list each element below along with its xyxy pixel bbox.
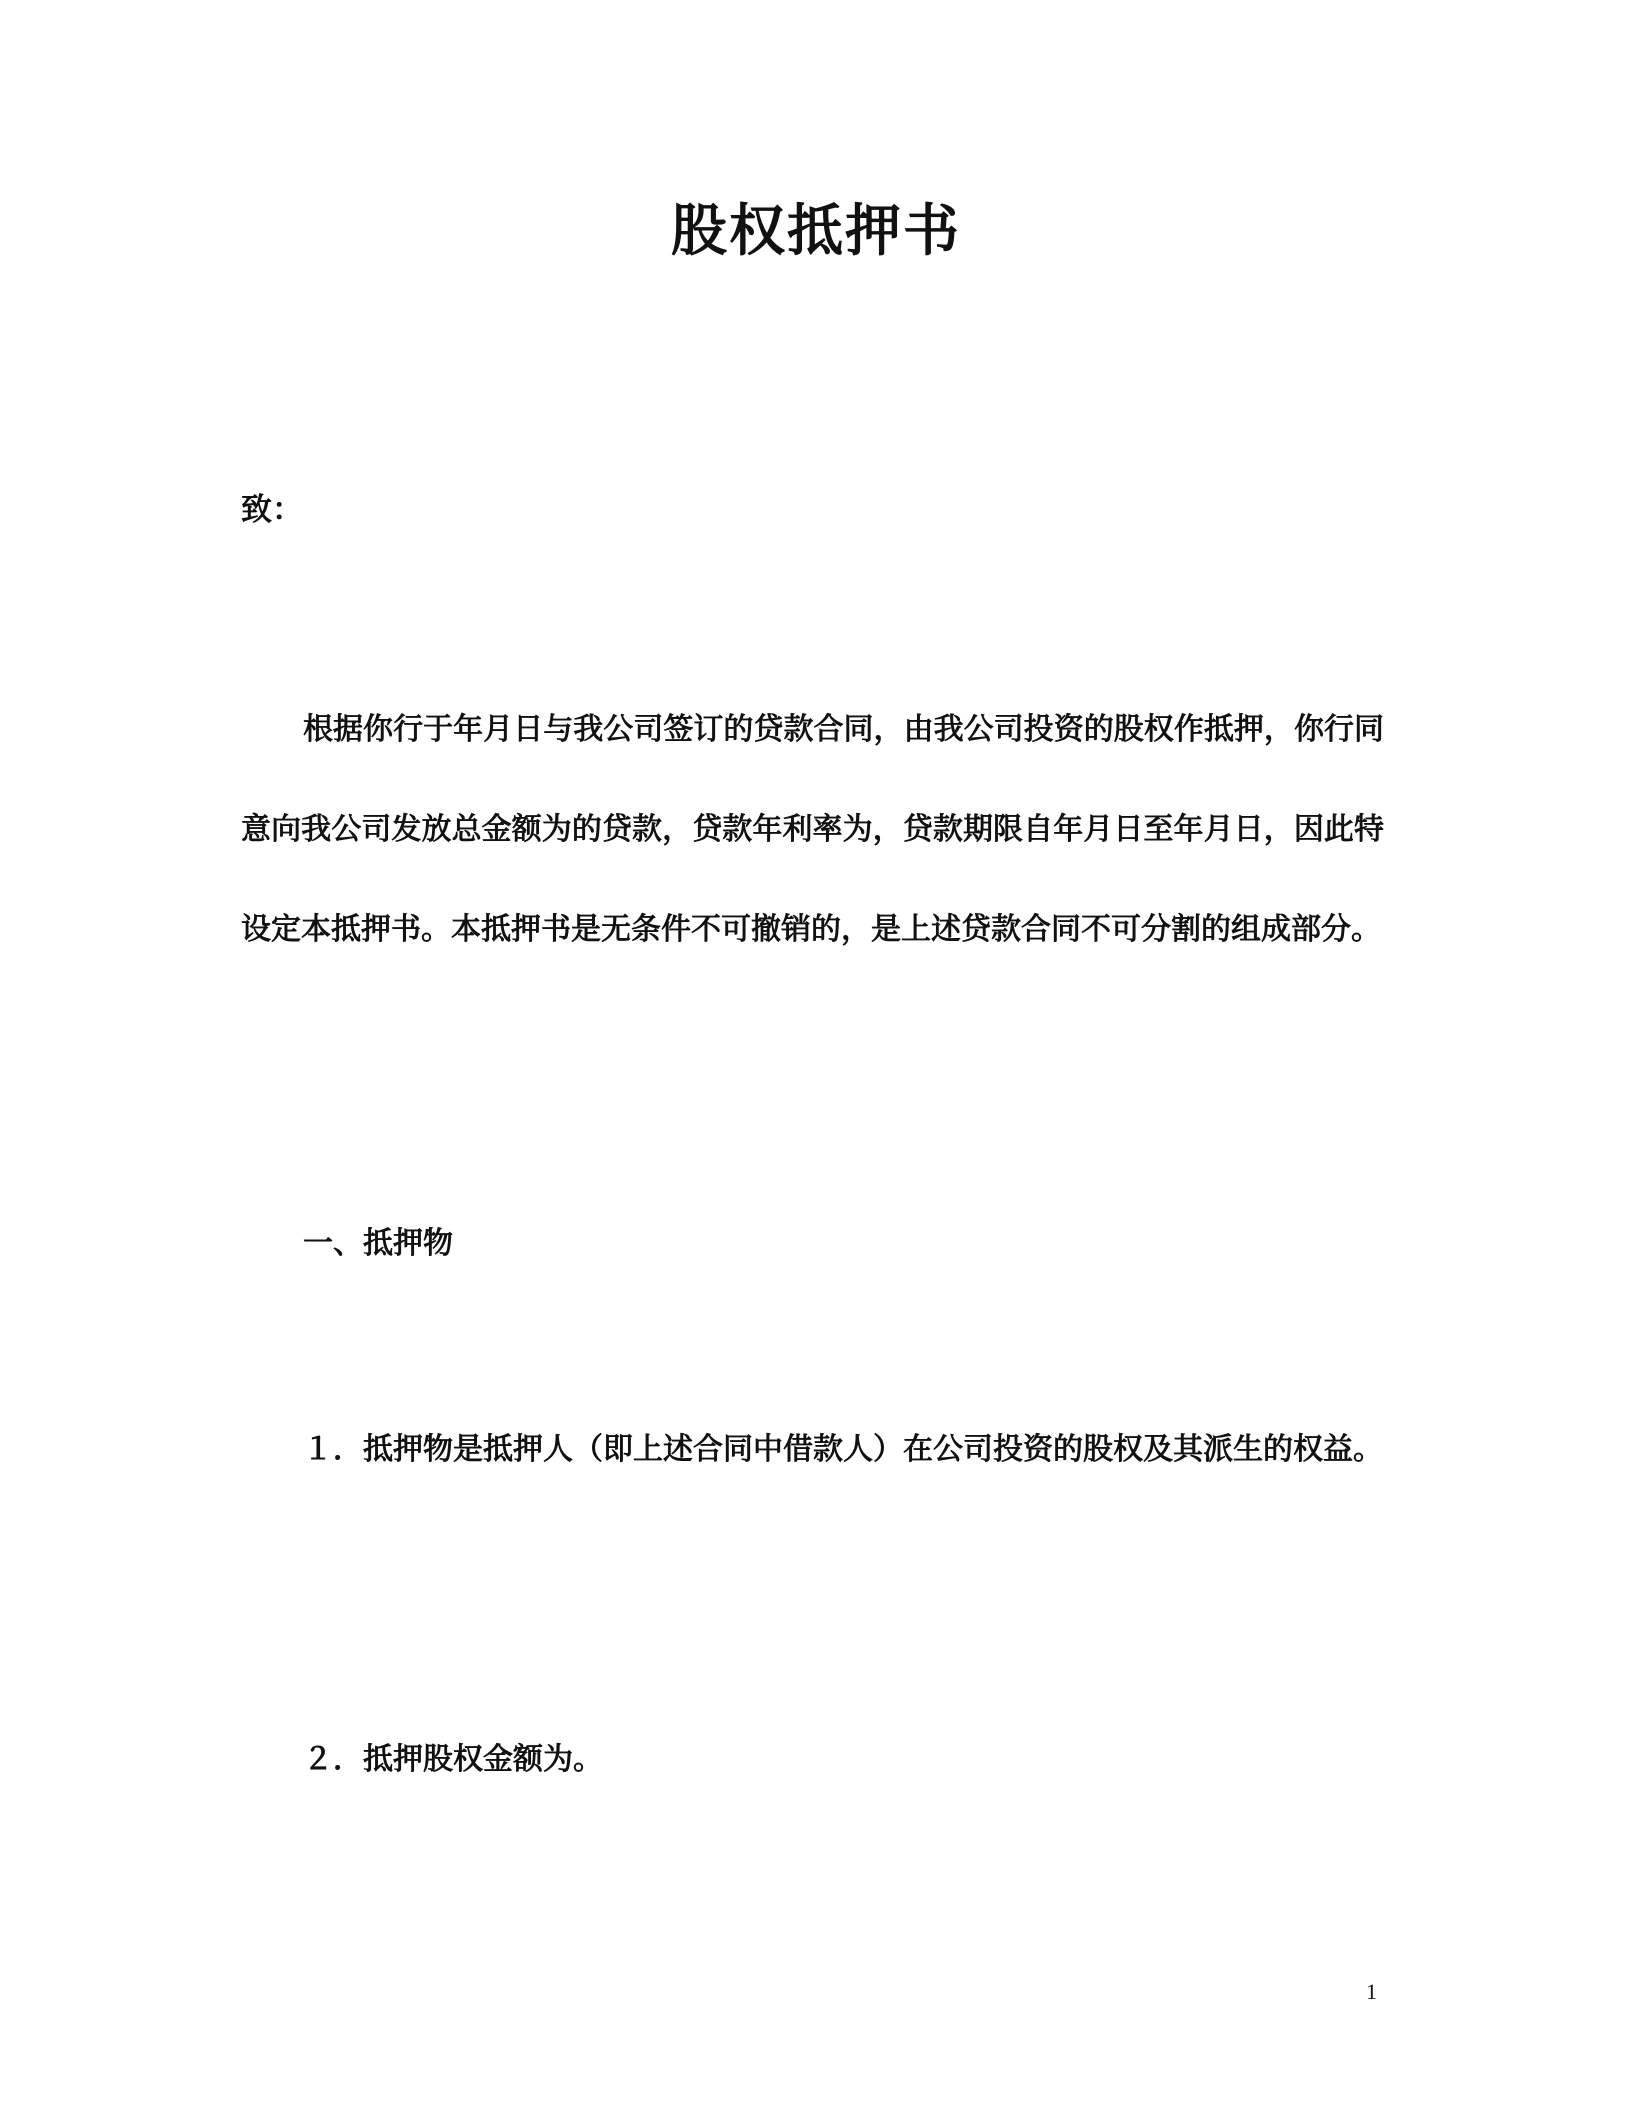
intro-paragraph: 根据你行于年月日与我公司签订的贷款合同，由我公司投资的股权作抵押，你行同意向我公司发放总金额为的贷款，贷款年利率为，贷款期限自年月日至年月日，因此特设定本抵押书。本抵押书是无条件不可撤销的，是上述贷款合同不可分割的组成部分。 (241, 712, 1384, 947)
section-heading-collateral: 一、抵押物 (303, 1226, 453, 1261)
collateral-item-1: １．抵押物是抵押人（即上述合同中借款人）在公司投资的股权及其派生的权益。 (303, 1432, 1383, 1467)
document-title: 股权抵押书 (671, 199, 961, 264)
page-number: 1 (1366, 1979, 1377, 2004)
collateral-item-2: ２．抵押股权金额为。 (303, 1742, 603, 1777)
salutation: 致： (241, 492, 303, 528)
